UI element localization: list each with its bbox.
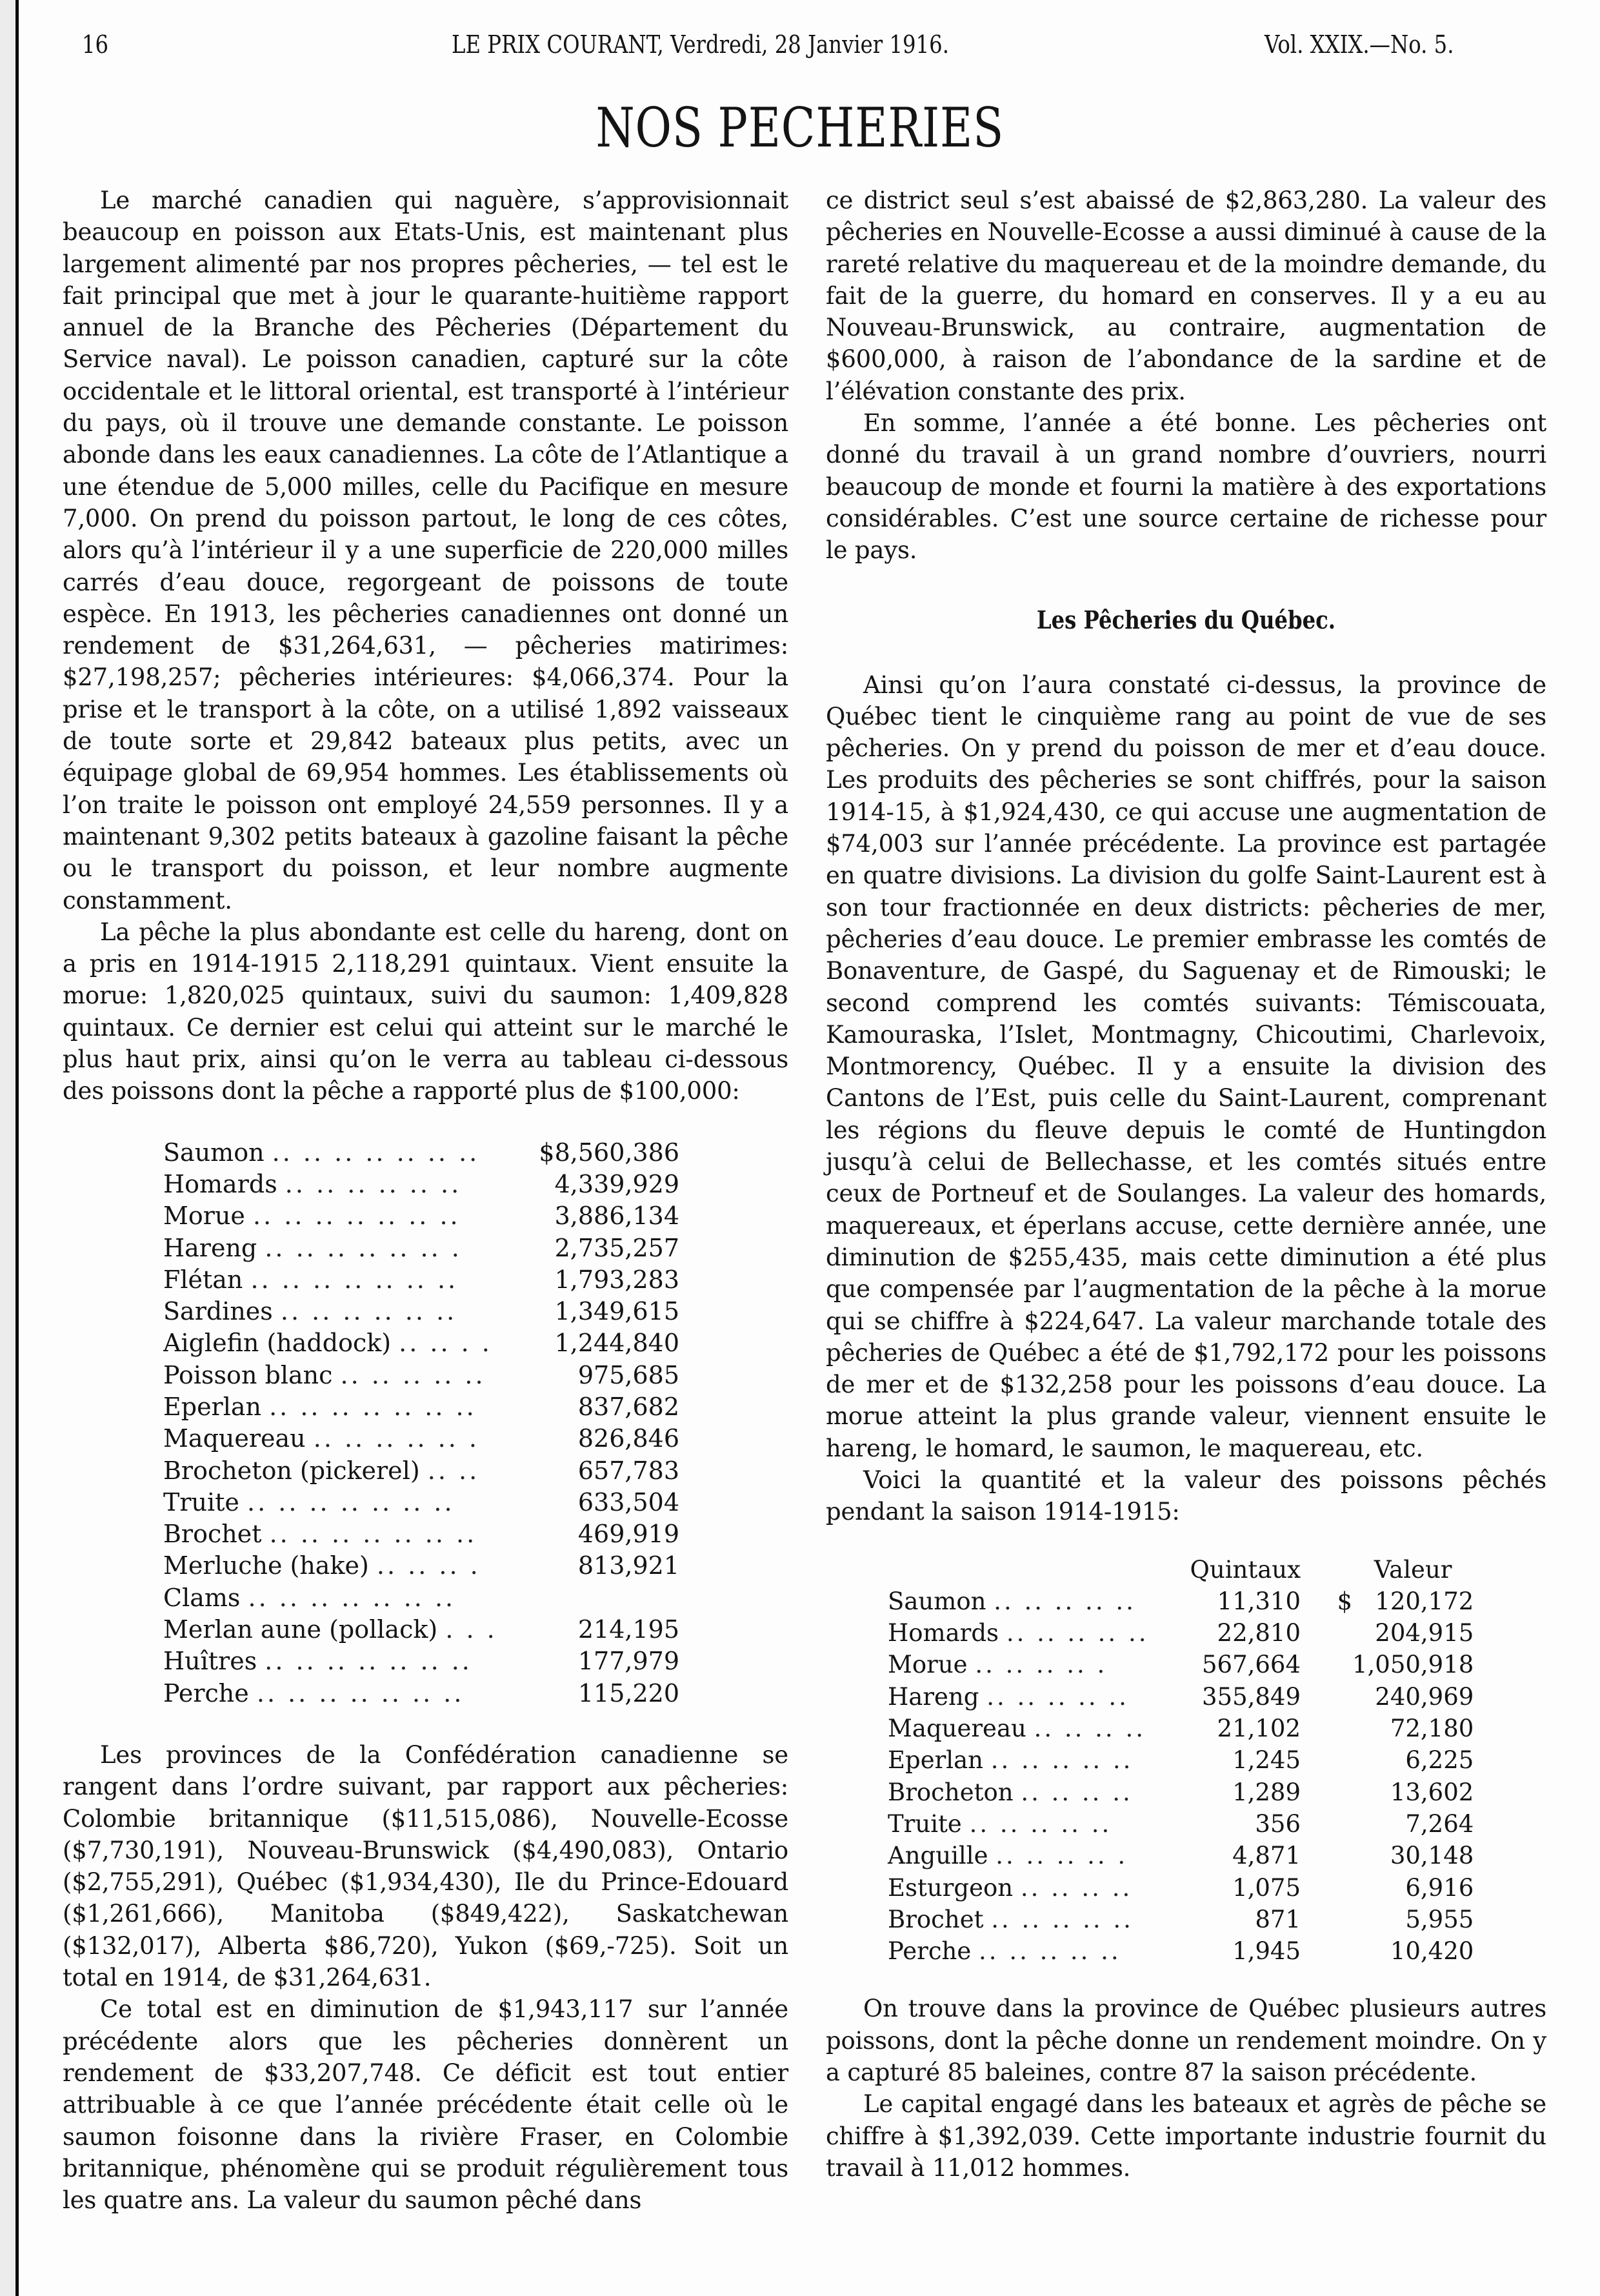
section-heading bbox=[826, 604, 1546, 636]
currency-symbol bbox=[1301, 1777, 1352, 1808]
journal-header: LE PRIX COURANT, Verdredi, 28 Janvier 1916. bbox=[452, 30, 949, 59]
volume-number: Vol. XXIX.—No. 5. bbox=[1265, 30, 1454, 59]
fish-name: Morue bbox=[163, 1202, 245, 1231]
leader-dots: .. .. .. .. bbox=[1034, 1715, 1146, 1743]
leader-dots: .. .. .. .. .. bbox=[340, 1360, 486, 1389]
leader-dots: .. .. .. .. .. .. .. bbox=[269, 1392, 477, 1421]
scan-margin bbox=[0, 0, 15, 2296]
paragraph: Ainsi qu’on l’aura constaté ci-dessus, la province de Québec tient le cinquième rang au point de vue de ses pêcheries. On y prend du poisson de mer et d’eau douce. Les produits des pêcheries se sont chiffrés, pour la saison 1914-15, à $1,924,430, ce qui accuse une augmentation de $74,003 sur l’année précédente. La province est partagée en quatre divisions. La division du golfe Saint-Laurent est à son tour fractionnée en deux districts: pêcheries de mer, pêcheries d’eau douce. Le premier embrasse les comtés de Bonaventure, de Gaspé, du Saguenay et de Rimouski; le second comprend les comtés suivants: Témiscouata, Kamouraska, l’Islet, Montmagny, Chicoutimi, Charlevoix, Montmorency, Québec. Il y a ensuite la division des Cantons de l’Est, puis celle du Saint-Laurent, comprenant les régions du fleuve depuis le comté de Huntingdon jusqu’à celui de Bellechasse, et les comtés situés entre ceux de Portneuf et de Soulanges. La valeur des homards, maquereaux, et éperlans accuse, cette dernière année, une diminution de $255,435, mais cette diminution a été plus que compensée par l’augmentation de la pêche à la morue qui se chiffre à $224,647. La valeur marchande totale des pêcheries de Québec a été de $1,792,172 pour les poissons de mer et de $132,258 pour les poissons d’eau douce. La morue atteint la plus grande valeur, viennent ensuite le hareng, le homard, le saumon, le maquereau, etc. bbox=[826, 670, 1546, 1462]
fish-name-cell bbox=[163, 1200, 525, 1232]
fish-name: Esturgeon bbox=[888, 1873, 1014, 1902]
fish-name-cell bbox=[888, 1649, 1185, 1680]
fish-name-cell bbox=[163, 1327, 525, 1359]
fish-value: 975,685 bbox=[577, 1360, 679, 1389]
fish-name-cell bbox=[888, 1872, 1185, 1904]
fish-name: Saumon bbox=[163, 1138, 265, 1167]
fish-name: Saumon bbox=[888, 1587, 986, 1615]
currency-symbol bbox=[1301, 1617, 1352, 1649]
fish-value: 120,172 bbox=[1375, 1587, 1474, 1615]
left-column bbox=[63, 185, 788, 2216]
fish-value: 469,919 bbox=[577, 1520, 679, 1549]
table-row bbox=[163, 1550, 679, 1582]
leader-dots: .. .. .. .. .. .. .. bbox=[269, 1520, 477, 1549]
table-row bbox=[163, 1518, 679, 1550]
fish-value: 10,420 bbox=[1390, 1937, 1474, 1966]
paragraph: ce district seul s’est abaissé de $2,863,280. La valeur des pêcheries en Nouvelle-Ecosse a aussi diminué à cause de la rareté relative du maquereau et de la moindre demande, du fait de la guerre, du homard en conserves. Il y a eu au Nouveau-Brunswick, au contraire, augmentation de $600,000, à raison de l’abondance de la sardine et de l’élévation constante des prix. bbox=[826, 186, 1547, 405]
fish-name-cell bbox=[888, 1744, 1185, 1776]
fish-quantity: 1,289 bbox=[1232, 1778, 1301, 1806]
fish-value: 813,921 bbox=[577, 1551, 679, 1580]
fish-value: 633,504 bbox=[577, 1487, 679, 1516]
fish-name-cell bbox=[888, 1713, 1185, 1744]
fish-quantity: 22,810 bbox=[1217, 1619, 1301, 1647]
fish-name: Maquereau bbox=[888, 1715, 1026, 1743]
fish-name-cell bbox=[163, 1550, 525, 1582]
currency-symbol bbox=[1301, 1744, 1352, 1776]
fish-value: 204,915 bbox=[1375, 1619, 1474, 1647]
fish-name: Perche bbox=[163, 1678, 249, 1707]
table-row bbox=[888, 1713, 1474, 1744]
fish-name: Brochet bbox=[163, 1520, 262, 1549]
fish-quantity: 4,871 bbox=[1232, 1842, 1301, 1870]
fish-name-cell bbox=[163, 1423, 525, 1455]
table-row bbox=[163, 1233, 679, 1264]
currency-symbol bbox=[1301, 1649, 1352, 1680]
table-row bbox=[163, 1423, 679, 1455]
leader-dots: .. .. .. .. .. .. bbox=[280, 1297, 457, 1326]
fish-name-cell bbox=[888, 1935, 1185, 1967]
fish-name-cell bbox=[163, 1678, 525, 1709]
leader-dots: .. .. .. .. .. .. bbox=[285, 1169, 462, 1198]
fish-name-cell bbox=[163, 1391, 525, 1423]
currency-symbol bbox=[1301, 1904, 1352, 1935]
fish-value: 240,969 bbox=[1375, 1682, 1474, 1711]
fish-value: 826,846 bbox=[577, 1424, 679, 1453]
table-row bbox=[888, 1935, 1474, 1967]
currency-symbol bbox=[1301, 1713, 1352, 1744]
fish-value: 30,148 bbox=[1390, 1842, 1474, 1870]
fish-name: Merlan aune (pollack) bbox=[163, 1615, 438, 1644]
leader-dots: .. .. .. .. .. .. .. bbox=[253, 1202, 461, 1231]
table-row bbox=[163, 1646, 679, 1677]
table-row bbox=[163, 1391, 679, 1423]
table-row bbox=[888, 1872, 1474, 1904]
leader-dots: .. .. .. .. .. bbox=[979, 1937, 1121, 1966]
fish-name: Homards bbox=[888, 1619, 999, 1647]
fish-name: Aiglefin (haddock) bbox=[163, 1329, 392, 1358]
fish-quantity: 356 bbox=[1255, 1809, 1301, 1838]
leader-dots: .. .. .. .. bbox=[1021, 1778, 1133, 1806]
fish-value: 3,886,134 bbox=[554, 1202, 679, 1231]
currency-symbol bbox=[1301, 1840, 1352, 1871]
table-row bbox=[163, 1487, 679, 1518]
currency-symbol bbox=[1301, 1808, 1352, 1840]
leader-dots: .. .. bbox=[427, 1456, 480, 1485]
fish-name: Brochet bbox=[888, 1905, 984, 1933]
leader-dots: .. .. .. .. .. .. .. bbox=[256, 1678, 465, 1707]
fish-value: 1,349,615 bbox=[554, 1297, 679, 1326]
leader-dots: .. .. .. . bbox=[376, 1551, 481, 1580]
table-row bbox=[888, 1681, 1474, 1713]
header-quantity: Quintaux bbox=[1190, 1555, 1301, 1584]
fish-name-cell bbox=[888, 1617, 1185, 1649]
paragraph: On trouve dans la province de Québec plusieurs autres poissons, dont la pêche donne un rendement moindre. On y a capturé 85 baleines, contre 87 la saison précédente. bbox=[826, 1995, 1546, 2087]
fish-name: Maquereau bbox=[163, 1424, 306, 1453]
table-row bbox=[163, 1137, 679, 1169]
fish-value: $8,560,386 bbox=[539, 1138, 679, 1167]
fish-value: 1,050,918 bbox=[1352, 1651, 1474, 1679]
leader-dots: .. .. .. .. .. bbox=[994, 1587, 1136, 1615]
fish-value: 177,979 bbox=[577, 1647, 679, 1676]
table-row bbox=[888, 1617, 1474, 1649]
header-blank bbox=[1301, 1554, 1352, 1586]
leader-dots: . . . bbox=[445, 1615, 497, 1644]
table-row bbox=[163, 1455, 679, 1487]
table-row bbox=[888, 1649, 1474, 1680]
fish-name: Huîtres bbox=[163, 1647, 257, 1676]
leader-dots: .. .. .. .. .. .. .. bbox=[247, 1487, 455, 1516]
paragraph: Le marché canadien qui naguère, s’approvisionnait beaucoup en poisson aux Etats-Unis, est maintenant plus largement alimenté par nos propres pêcheries, — tel est le fait principal que met à jour le quarante-huitième rapport annuel de la Branche des Pêcheries (Département du Service naval). Le poisson canadien, capturé sur la côte occidentale et le littoral oriental, est transporté à l’intérieur du pays, où il trouve une demande constante. Le poisson abonde dans les eaux canadiennes. La côte de l’Atlantique a une étendue de 5,000 milles, celle du Pacifique en mesure 7,000. On prend du poisson partout, le long de ces côtes, alors qu’à l’intérieur il y a une superficie de 220,000 milles carrés d’eau douce, regorgeant de poissons de toute espèce. En 1913, les pêcheries canadiennes ont donné un rendement de $31,264,631, — pêcheries matirimes: $27,198,257; pêcheries intérieures: $4,066,374. Pour la prise et le transport à la côte, on a utilisé 1,892 vaisseaux de toute sorte et 29,842 bateaux plus petits, avec un équipage global de 69,954 hommes. Les établissements où l’on traite le poisson ont employé 24,559 personnes. Il y a maintenant 9,302 petits bateaux à gazoline faisant la pêche ou le transport du poisson, et leur nombre augmente constamment. bbox=[63, 186, 788, 914]
paragraph: La pêche la plus abondante est celle du hareng, dont on a pris en 1914-1915 2,118,291 quintaux. Vient ensuite la morue: 1,820,025 quintaux, suivi du saumon: 1,409,828 quintaux. Ce dernier est celui qui atteint sur le marché le plus haut prix, ainsi qu’on le verra au tableau ci-dessous des poissons dont la pêche a rapporté plus de $100,000: bbox=[63, 918, 788, 1105]
header-blank bbox=[888, 1554, 1185, 1586]
fish-name: Hareng bbox=[163, 1233, 257, 1262]
fish-value bbox=[525, 1582, 679, 1614]
fish-name-cell bbox=[888, 1777, 1185, 1808]
fish-value: 1,244,840 bbox=[554, 1329, 679, 1358]
currency-symbol: $ bbox=[1337, 1587, 1352, 1615]
fish-name: Anguille bbox=[888, 1842, 988, 1870]
table-row bbox=[888, 1904, 1474, 1935]
table-row bbox=[163, 1678, 679, 1709]
fish-name-cell bbox=[888, 1904, 1185, 1935]
fish-value: 4,339,929 bbox=[554, 1169, 679, 1198]
table-row bbox=[163, 1582, 679, 1614]
fish-value-table bbox=[163, 1137, 679, 1709]
fish-value: 6,916 bbox=[1405, 1873, 1474, 1902]
leader-dots: .. .. .. .. bbox=[1020, 1873, 1133, 1902]
leader-dots: .. .. .. .. .. .. .. bbox=[250, 1265, 459, 1294]
fish-value: 115,220 bbox=[577, 1678, 679, 1707]
article-title-text: NOS PECHERIES bbox=[595, 96, 1005, 159]
fish-value: 1,793,283 bbox=[554, 1265, 679, 1294]
fish-name: Truite bbox=[888, 1809, 962, 1838]
fish-name: Homards bbox=[163, 1169, 277, 1198]
leader-dots: .. .. .. .. .. bbox=[986, 1682, 1129, 1711]
table-header-row bbox=[888, 1554, 1474, 1586]
fish-quantity: 11,310 bbox=[1217, 1587, 1301, 1615]
fish-quantity: 1,245 bbox=[1232, 1746, 1301, 1775]
fish-name-cell bbox=[163, 1487, 525, 1518]
table-row bbox=[163, 1327, 679, 1359]
fish-value: 5,955 bbox=[1405, 1905, 1474, 1933]
currency-symbol bbox=[1301, 1872, 1352, 1904]
fish-name-cell bbox=[888, 1586, 1185, 1617]
fish-name: Flétan bbox=[163, 1265, 243, 1294]
fish-name-cell bbox=[163, 1518, 525, 1550]
table-row bbox=[163, 1264, 679, 1296]
fish-quantity: 355,849 bbox=[1201, 1682, 1301, 1711]
fish-quantity: 871 bbox=[1255, 1905, 1301, 1933]
fish-value: 214,195 bbox=[577, 1615, 679, 1644]
fish-quantity: 21,102 bbox=[1217, 1715, 1301, 1743]
fish-name: Eperlan bbox=[888, 1746, 983, 1775]
table-row bbox=[163, 1200, 679, 1232]
leader-dots: .. .. .. .. .. bbox=[991, 1905, 1134, 1933]
paragraph: Ce total est en diminution de $1,943,117 sur l’année précédente alors que les pêcheries donnèrent un rendement de $33,207,748. Ce déficit est tout entier attribuable à ce que l’année précédente était celle où le saumon foisonne dans la rivière Fraser, en Colombie britannique, phénomène qui se produit régulièrement tous les quatre ans. La valeur du saumon pêché dans bbox=[63, 1995, 788, 2215]
paragraph: Voici la quantité et la valeur des poissons pêchés pendant la saison 1914-1915: bbox=[826, 1465, 1546, 1526]
fish-value: 657,783 bbox=[577, 1456, 679, 1485]
fish-name: Perche bbox=[888, 1937, 972, 1966]
header-value: Valeur bbox=[1374, 1555, 1452, 1584]
leader-dots: .. .. .. .. .. bbox=[969, 1809, 1112, 1838]
currency-symbol bbox=[1301, 1935, 1352, 1967]
fish-name-cell bbox=[163, 1455, 525, 1487]
leader-dots: .. .. .. .. .. bbox=[990, 1746, 1134, 1775]
table-row bbox=[888, 1586, 1474, 1617]
table-row bbox=[163, 1614, 679, 1646]
fish-name: Brocheton bbox=[888, 1778, 1014, 1806]
table-row bbox=[888, 1840, 1474, 1871]
fish-name-cell bbox=[163, 1264, 525, 1296]
article-title bbox=[0, 96, 1600, 160]
fish-name-cell bbox=[888, 1840, 1185, 1871]
leader-dots: .. .. .. .. .. .. .. bbox=[265, 1647, 472, 1676]
fish-name: Brocheton (pickerel) bbox=[163, 1456, 420, 1485]
fish-name: Eperlan bbox=[163, 1392, 261, 1421]
fish-quantity: 1,075 bbox=[1232, 1873, 1301, 1902]
fish-value: 837,682 bbox=[577, 1392, 679, 1421]
page-number: 16 bbox=[82, 30, 109, 59]
fish-name: Clams bbox=[163, 1583, 241, 1612]
leader-dots: .. .. .. .. .. .. .. bbox=[248, 1583, 456, 1612]
paragraph: Les provinces de la Confédération canadienne se rangent dans l’ordre suivant, par rapport aux pêcheries: Colombie britannique ($11,515,086), Nouvelle-Ecosse ($7,730,191), Nouveau-Brunswick ($4,490,083), Ontario ($2,755,291), Québec ($1,934,430), Ile du Prince-Edouard ($1,261,666), Manitoba ($849,422), Saskatchewan ($132,017), Alberta $86,720), Yukon ($69,-725). Soit un total en 1914, de $31,264,631. bbox=[63, 1740, 788, 1992]
fish-value: 13,602 bbox=[1390, 1778, 1474, 1806]
quebec-fish-table bbox=[888, 1554, 1474, 1968]
leader-dots: .. .. .. .. .. . bbox=[313, 1424, 479, 1453]
fish-name: Morue bbox=[888, 1651, 968, 1679]
fish-value: 6,225 bbox=[1405, 1746, 1474, 1775]
fish-name-cell bbox=[163, 1614, 525, 1646]
scan-edge-rule bbox=[15, 0, 19, 2296]
fish-name: Sardines bbox=[163, 1297, 273, 1326]
fish-name-cell bbox=[163, 1582, 525, 1614]
fish-value: 7,264 bbox=[1405, 1809, 1474, 1838]
fish-name: Hareng bbox=[888, 1682, 979, 1711]
currency-symbol bbox=[1301, 1681, 1352, 1713]
fish-quantity: 567,664 bbox=[1201, 1651, 1301, 1679]
fish-name-cell bbox=[163, 1646, 525, 1677]
leader-dots: .. .. .. .. .. .. . bbox=[265, 1233, 462, 1262]
fish-name-cell bbox=[888, 1808, 1185, 1840]
fish-name-cell bbox=[163, 1360, 525, 1391]
fish-value: 72,180 bbox=[1390, 1715, 1474, 1743]
paragraph: Le capital engagé dans les bateaux et agrès de pêche se chiffre à $1,392,039. Cette importante industrie fournit du travail à 11,012 hommes. bbox=[826, 2090, 1546, 2182]
fish-name: Truite bbox=[163, 1487, 239, 1516]
leader-dots: .. .. .. .. . bbox=[995, 1842, 1128, 1870]
fish-name: Poisson blanc bbox=[163, 1360, 333, 1389]
fish-name-cell bbox=[163, 1137, 525, 1169]
right-column bbox=[826, 185, 1546, 2184]
leader-dots: .. .. . . bbox=[399, 1329, 492, 1358]
leader-dots: .. .. .. .. .. .. .. bbox=[272, 1138, 480, 1167]
table-row bbox=[888, 1777, 1474, 1808]
fish-name-cell bbox=[163, 1169, 525, 1200]
fish-name-cell bbox=[163, 1296, 525, 1327]
table-row bbox=[888, 1808, 1474, 1840]
table-row bbox=[888, 1744, 1474, 1776]
fish-name-cell bbox=[163, 1233, 525, 1264]
table-row bbox=[163, 1360, 679, 1391]
fish-name: Merluche (hake) bbox=[163, 1551, 369, 1580]
fish-quantity: 1,945 bbox=[1232, 1937, 1301, 1966]
leader-dots: .. .. .. .. . bbox=[975, 1651, 1108, 1679]
table-row bbox=[163, 1296, 679, 1327]
section-heading-text: Les Pêcheries du Québec. bbox=[1036, 605, 1336, 634]
table-row bbox=[163, 1169, 679, 1200]
fish-value: 2,735,257 bbox=[554, 1233, 679, 1262]
paragraph: En somme, l’année a été bonne. Les pêcheries ont donné du travail à un grand nombre d’ouvriers, nourri beaucoup de monde et fourni la matière à des exportations considérables. C’est une source certaine de richesse pour le pays. bbox=[826, 409, 1546, 565]
fish-name-cell bbox=[888, 1681, 1185, 1713]
leader-dots: .. .. .. .. .. bbox=[1006, 1619, 1149, 1647]
